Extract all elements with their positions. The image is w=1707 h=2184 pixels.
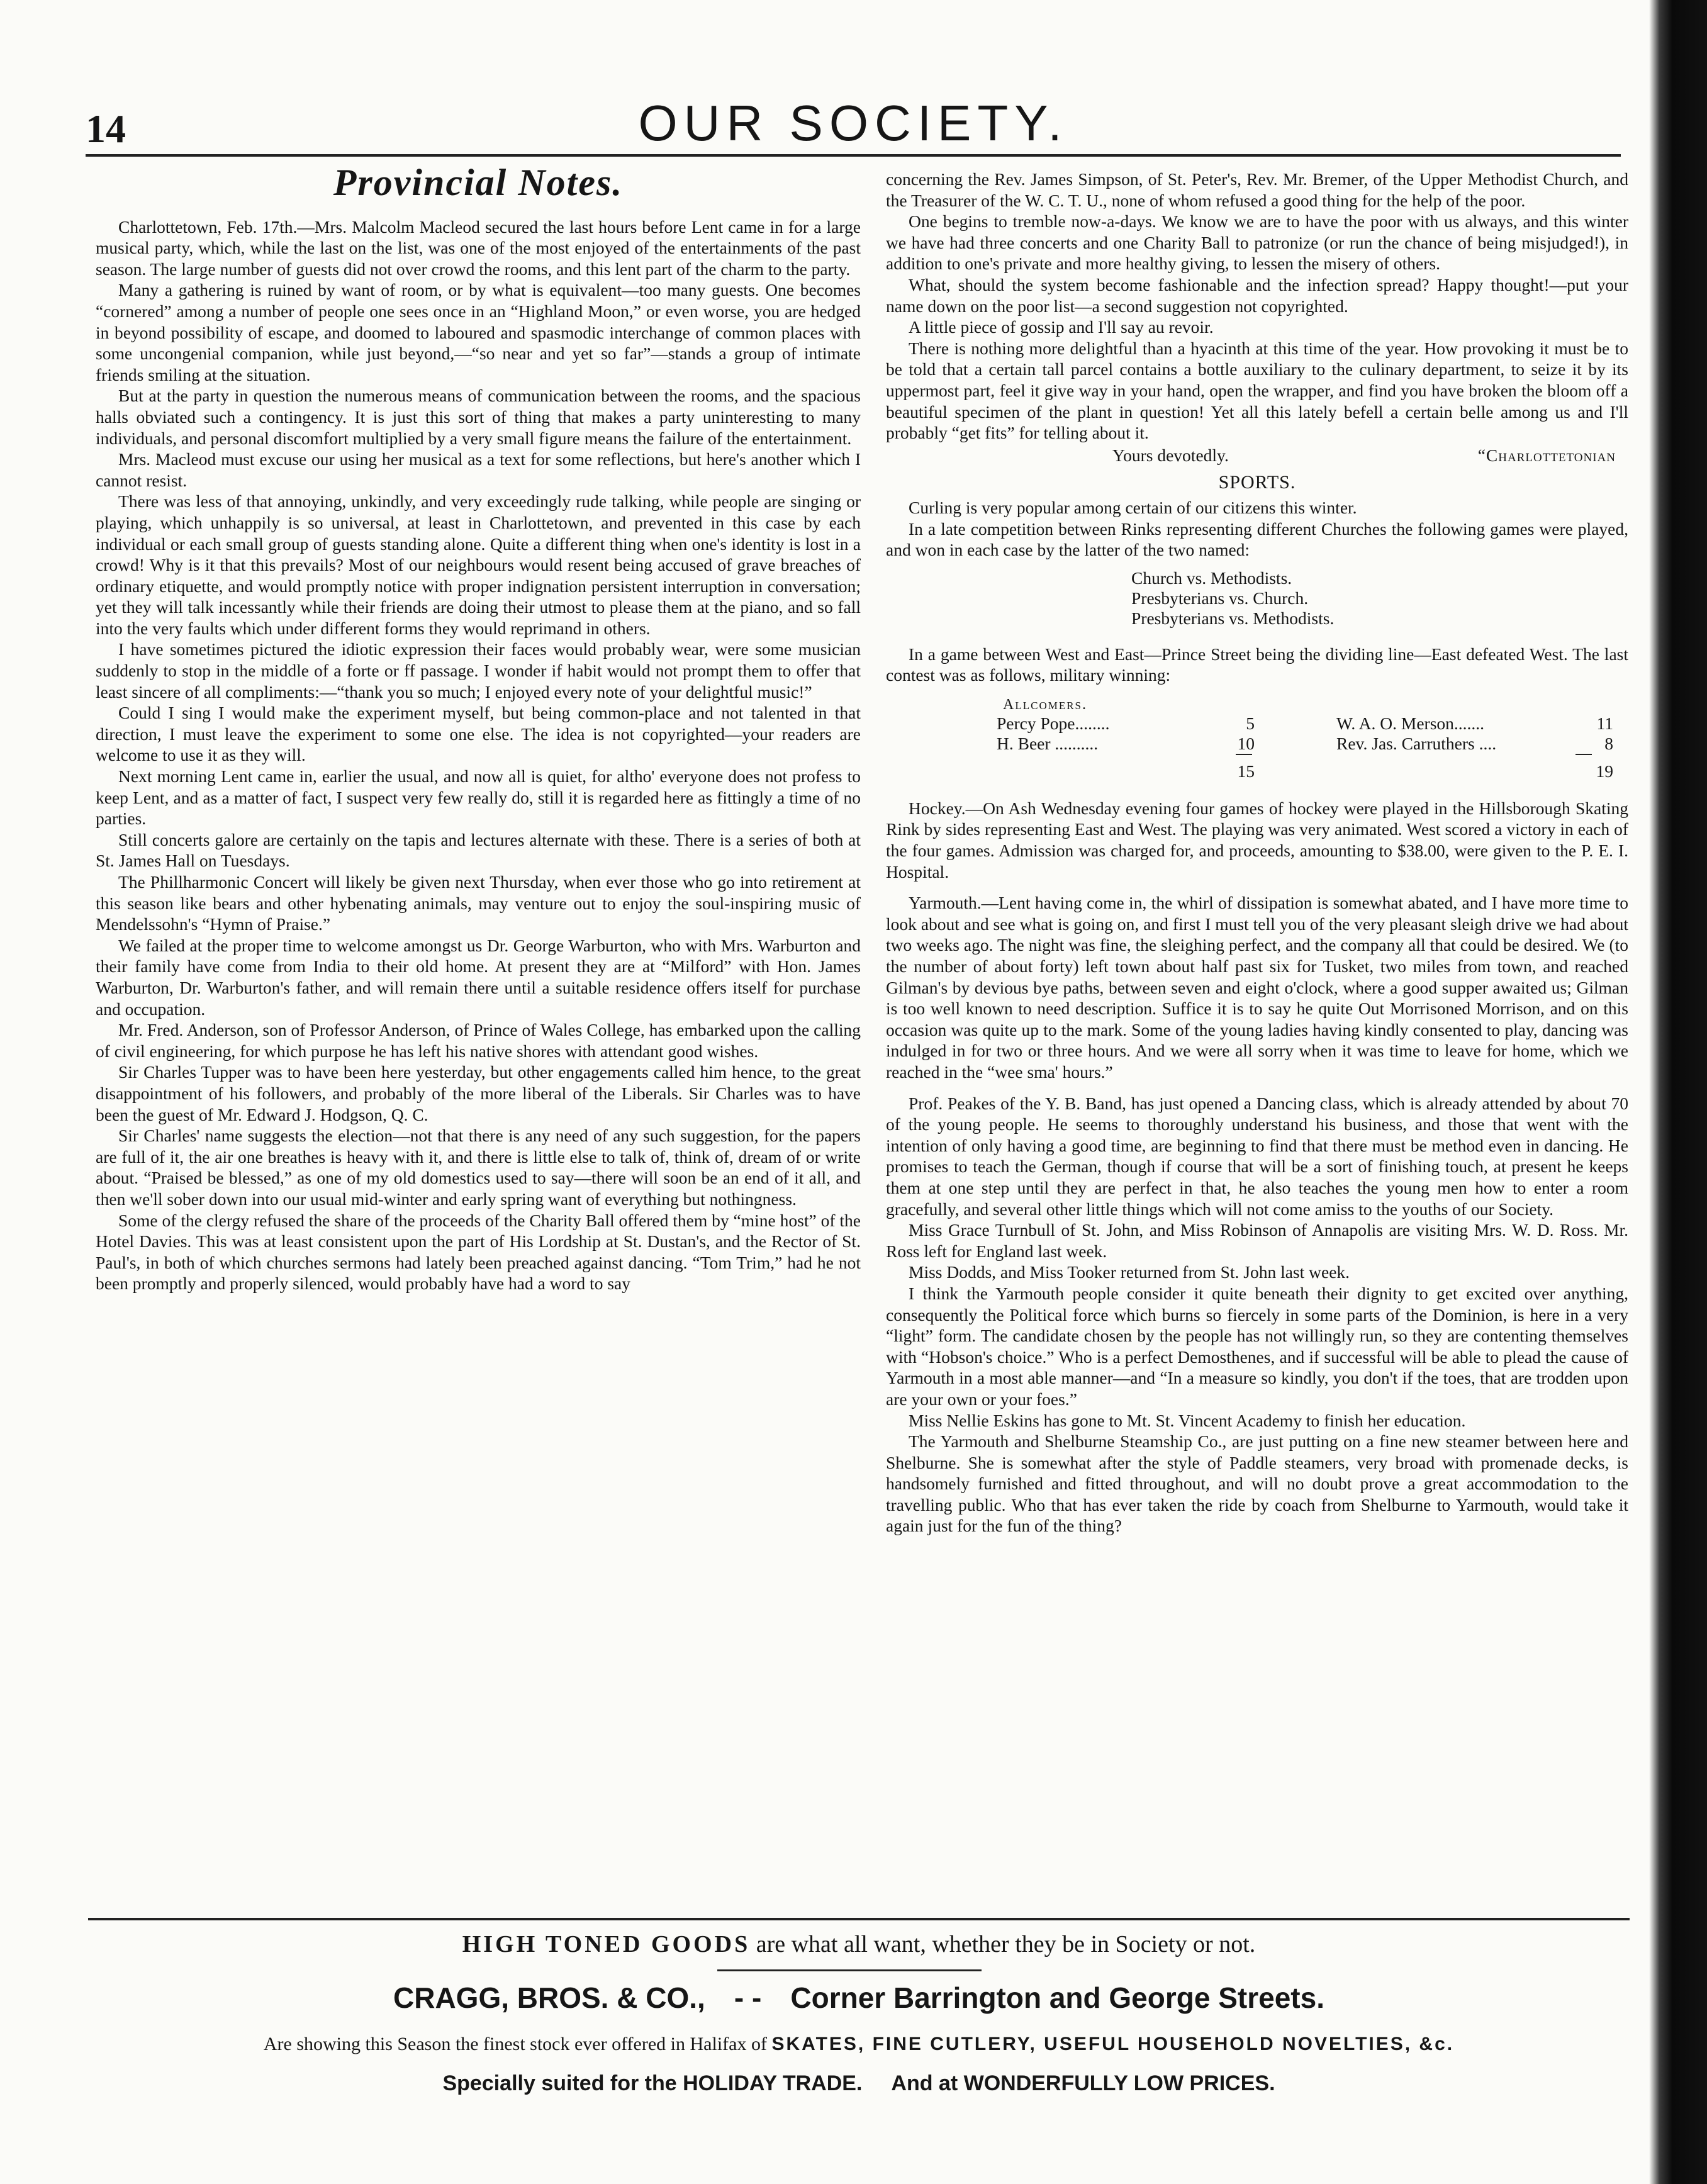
game-item: Presbyterians vs. Methodists. bbox=[1131, 608, 1335, 628]
ad-short-rule bbox=[717, 1969, 982, 1971]
paragraph: Some of the clergy refused the share of the proceeds of the Charity Ball offered them by “mine host” of the Hotel Davies. This was at least consistent upon the part of His Lordship at St. Dustan's, and the Rector of St. Paul's, in both of which churches sermons had lately been preached against dancing. “Tom Trim,” had he not been promptly and properly silenced, would probably have had a word to say bbox=[96, 1210, 861, 1294]
paragraph: Charlottetown, Feb. 17th.—Mrs. Malcolm Macleod secured the last hours before Lent came in for a large musical party, which, while the last on the list, was one of the most enjoyed of the entertainments of the past season. The large number of guests did not over crowd the rooms, and this lent part of the charm to the party. bbox=[96, 216, 861, 279]
signoff-signature: “Charlottetonian bbox=[1477, 445, 1616, 465]
score-table bbox=[886, 696, 1628, 781]
paragraph: In a game between West and East—Prince Street being the dividing line—East defeated West. The last contest was as follows, military winning: bbox=[886, 644, 1628, 685]
signoff bbox=[886, 445, 1628, 466]
score-totals-row bbox=[886, 761, 1628, 781]
player-name: W. A. O. Merson....... bbox=[1336, 713, 1485, 733]
ad-firm-line bbox=[88, 1981, 1630, 2015]
score-total-rules bbox=[886, 754, 1628, 761]
total-rule bbox=[1236, 754, 1252, 761]
paragraph: There is nothing more delightful than a hyacinth at this time of the year. How provoking it must be to be told that a certain tall parcel contains a bottle auxiliary to the culinary department, to seize it by its uppermost part, feel it give way in your hand, open the wrapper, and find you have broken the bloom off a beautiful specimen of the plant in question! Yet all this lately befell a certain belle among us and I'll probably “get fits” for telling about it. bbox=[886, 338, 1628, 443]
left-column bbox=[96, 162, 861, 1294]
paragraph: Sir Charles Tupper was to have been here yesterday, but other engagements called him hence, to the great disappointment of his followers, and probably of the more liberal of the Liberals. Sir Charles was to have been the guest of Mr. Edward J. Hodgson, Q. C. bbox=[96, 1062, 861, 1124]
ad-firm-name: CRAGG, BROS. & CO., bbox=[393, 1981, 705, 2014]
right-column bbox=[886, 169, 1628, 1537]
paragraph-curling: Curling is very popular among certain of our citizens this winter. bbox=[909, 497, 1357, 517]
paragraph: concerning the Rev. James Simpson, of St. Peter's, Rev. Mr. Bremer, of the Upper Methodist Church, and the Treasurer of the W. C. T. U., none of whom refused a good thing for the help of the poor. bbox=[886, 169, 1628, 210]
paragraph: Could I sing I would make the experiment myself, but being common-place and not talented in that direction, I must leave the experiment to some one else. The idea is not copyrighted—your readers are welcome to use it as they will. bbox=[96, 703, 861, 765]
paragraph: I think the Yarmouth people consider it quite beneath their dignity to get excited over anything, consequently the Political force which burns so fiercely in some parts of the Dominion, is here in a very “light” form. The candidate chosen by the people has not willingly run, so they are contenting themselves with “Hobson's choice.” Who is a perfect Demosthenes, and if successful will be able to plead the cause of Yarmouth in a most able manner—and “In a measure so kindly, you don't if the toes, that are trodden upon are your own or your foes.” bbox=[886, 1283, 1628, 1409]
ad-stock-caps: SKATES, FINE CUTLERY, USEFUL HOUSEHOLD NOVELTIES, &c. bbox=[771, 2034, 1455, 2054]
paragraph: Prof. Peakes of the Y. B. Band, has just opened a Dancing class, which is already attended by about 70 of the young people. He seems to thoroughly understand his business, and those that went with the intention of only having a good time, are beginning to find that there must be method even in dancing. He promises to teach the German, though if course that will be a sort of finishing touch, at present he keeps them at one step until they are perfect in that, he also teaches the young men how to enter a room gracefully, and several other little things which will not come amiss to the youths of our Society. bbox=[886, 1093, 1628, 1219]
signoff-text: Yours devotedly. bbox=[1112, 445, 1229, 465]
page-number: 14 bbox=[86, 106, 126, 151]
paragraph: Mr. Fred. Anderson, son of Professor Anderson, of Prince of Wales College, has embarked upon the calling of civil engineering, for which purpose he has left his native shores with attendant good wishes. bbox=[96, 1020, 861, 1061]
game-item: Presbyterians vs. Church. bbox=[1131, 588, 1309, 608]
ad-headline-rest: are what all want, whether they be in Society or not. bbox=[750, 1931, 1256, 1957]
paragraph: The Phillharmonic Concert will likely be given next Thursday, when ever those who go into retirement at this season like bears and other hybenating animals, may venture out to enjoy the soul-inspiring music of Mendelssohn's “Hymn of Praise.” bbox=[96, 872, 861, 934]
paragraph: The Yarmouth and Shelburne Steamship Co., are just putting on a fine new steamer between here and Shelburne. She is somewhat after the style of Paddle steamers, very broad with promenade decks, is handsomely furnished and fitted throughout, and will no doubt prove a great accommodation to the travelling public. Who that has ever taken the ride by coach from Shelburne to Yarmouth, would take it again just for the fun of the thing? bbox=[886, 1431, 1628, 1536]
paragraph: We failed at the proper time to welcome amongst us Dr. George Warburton, who with Mrs. Warburton and their family have come from India to their old home. At present they are at “Milford” with Hon. James Warburton, Dr. Warburton's father, and will remain there until a suitable residence offers itself for purchase and occupation. bbox=[96, 935, 861, 1019]
ad-tagline-right: And at WONDERFULLY LOW PRICES. bbox=[891, 2071, 1275, 2095]
page-header bbox=[86, 94, 1621, 164]
total-score-left: 15 bbox=[1237, 761, 1255, 781]
running-head: OUR SOCIETY. bbox=[638, 95, 1068, 151]
total-score-right: 19 bbox=[1596, 761, 1613, 781]
score-table-heading: Allcomers. bbox=[1003, 696, 1088, 713]
score-row bbox=[886, 734, 1628, 754]
paragraph: Mrs. Macleod must excuse our using her musical as a text for some reflections, but here's another which I cannot resist. bbox=[96, 449, 861, 490]
section-title: Provincial Notes. bbox=[333, 162, 624, 203]
ad-separator: - - bbox=[734, 1981, 762, 2014]
player-name: H. Beer .......... bbox=[997, 733, 1099, 753]
player-score: 11 bbox=[1596, 713, 1613, 733]
ad-tagline bbox=[88, 2071, 1630, 2096]
games-list bbox=[1131, 568, 1628, 629]
paragraph: There was less of that annoying, unkindly, and very exceedingly rude talking, while people are singing or playing, which unhappily is so universal, at least in Charlottetown, and prevented in this case by each individual or each small group of guests standing alone. Quite a different thing when one's identity is lost in a crowd! Why is it that this prevails? Most of our neighbours would resent being accused of grave breaches of ordinary etiquette, and would promptly notice with proper indignation persistent interruption in conversation; yet they will talk incessantly while their friends are doing their utmost to please them at the piano, and so fall into the very faults which under different forms they would reprimand in others. bbox=[96, 491, 861, 638]
player-score: 10 bbox=[1237, 733, 1255, 753]
player-name: Percy Pope........ bbox=[997, 713, 1110, 733]
score-row bbox=[886, 714, 1628, 734]
ad-tagline-left: Specially suited for the HOLIDAY TRADE. bbox=[442, 2071, 863, 2095]
paragraph: Many a gathering is ruined by want of room, or by what is equivalent—too many guests. One becomes “cornered” among a number of people one sees once in an “Highland Moon,” or even worse, you are hedged in beyond possibility of escape, and doomed to laboured and spasmodic interchange of common places with some uncongenial companion, while just beyond,—“so near and yet so far”—stands a group of intimate friends smiling at the situation. bbox=[96, 280, 861, 384]
player-score: 5 bbox=[1246, 713, 1255, 733]
ad-stock-lead: Are showing this Season the finest stock ever offered in Halifax of bbox=[263, 2034, 772, 2054]
ad-headline bbox=[88, 1930, 1630, 1958]
paragraph: I have sometimes pictured the idiotic expression their faces would probably wear, were some musician suddenly to stop in the middle of a forte or ff passage. I wonder if habit would not prompt them to offer that least sincere of all compliments:—“thank you so much; I enjoyed every note of your delightful music!” bbox=[96, 639, 861, 702]
paragraph: What, should the system become fashionable and the infection spread? Happy thought!—put your name down on the poor list—a second suggestion not copyrighted. bbox=[886, 274, 1628, 316]
advertisement-rule bbox=[88, 1918, 1630, 1920]
paragraph: One begins to tremble now-a-days. We know we are to have the poor with us always, and this winter we have had three concerts and one Charity Ball to patronize (or run the chance of being misjudged!), in addition to one's private and more healthy giving, to lessen the misery of others. bbox=[886, 211, 1628, 274]
total-rule bbox=[1575, 754, 1592, 761]
game-item: Church vs. Methodists. bbox=[1131, 568, 1292, 588]
page-edge-shadow bbox=[1649, 0, 1707, 2184]
paragraph: But at the party in question the numerous means of communication between the rooms, and the spacious halls obviated such a contingency. It is just this sort of thing that makes a party uninteresting to many individuals, and personal discomfort multiplied by a very small figure means the failure of the entertainment. bbox=[96, 386, 861, 448]
paragraph: Miss Nellie Eskins has gone to Mt. St. Vincent Academy to finish her education. bbox=[909, 1410, 1466, 1430]
paragraph: Miss Grace Turnbull of St. John, and Miss Robinson of Annapolis are visiting Mrs. W. D. Ross. Mr. Ross left for England last week. bbox=[886, 1220, 1628, 1261]
player-name: Rev. Jas. Carruthers .... bbox=[1336, 733, 1497, 753]
sports-heading: SPORTS. bbox=[1218, 472, 1296, 493]
paragraph: A little piece of gossip and I'll say au revoir. bbox=[909, 317, 1214, 337]
ad-headline-caps: HIGH TONED GOODS bbox=[462, 1931, 751, 1957]
player-score: 8 bbox=[1604, 733, 1613, 753]
header-rule bbox=[86, 154, 1621, 157]
ad-address: Corner Barrington and George Streets. bbox=[790, 1981, 1324, 2014]
paragraph: Still concerts galore are certainly on the tapis and lectures alternate with these. There is a series of both at St. James Hall on Tuesdays. bbox=[96, 829, 861, 871]
paragraph: Miss Dodds, and Miss Tooker returned from St. John last week. bbox=[909, 1262, 1350, 1282]
ad-stock-line bbox=[88, 2034, 1630, 2055]
paragraph-yarmouth: Yarmouth.—Lent having come in, the whirl of dissipation is somewhat abated, and I have more time to look about and see what is going on, and first I must tell you of the very pleasant sleigh drive we had about two weeks ago. The night was fine, the sleighing perfect, and the company all that could be desired. We (to the number of about forty) left town about half past six for Tusket, two miles from town, and reached Gilman's by devious bye paths, between seven and eight o'clock, where a good supper awaited us; Gilman is too well known to need description. Suffice it is to say he quite Out Morrisoned Morrison, and on this occasion was quite up to the mark. Some of the young ladies having kindly consented to play, dancing was indulged in for two or three hours. And we were all sorry when it was time to leave for home, which we reached in the “wee sma' hours.” bbox=[886, 893, 1628, 1082]
paragraph: Next morning Lent came in, earlier the usual, and now all is quiet, for altho' everyone does not profess to keep Lent, and as a matter of fact, I suspect very few really do, still it is regarded here as fittingly a time of no parties. bbox=[96, 766, 861, 829]
paragraph-hockey: Hockey.—On Ash Wednesday evening four games of hockey were played in the Hillsborough Skating Rink by sides representing East and West. The playing was very animated. West scored a victory in each of the four games. Admission was charged for, and proceeds, amounting to $38.00, were given to the P. E. I. Hospital. bbox=[886, 798, 1628, 882]
paragraph: In a late competition between Rinks representing different Churches the following games were played, and won in each case by the latter of the two named: bbox=[886, 518, 1628, 560]
paragraph: Sir Charles' name suggests the election—not that there is any need of any such suggestion, for the papers are full of it, the air one breathes is heavy with it, and there is little else to talk of, think of, dream of or write about. “Praised be blessed,” as one of my old domestics used to say—there will soon be an end of it all, and then we'll sober down into our usual mid-winter and early spring want of everything but nothingness. bbox=[96, 1126, 861, 1209]
